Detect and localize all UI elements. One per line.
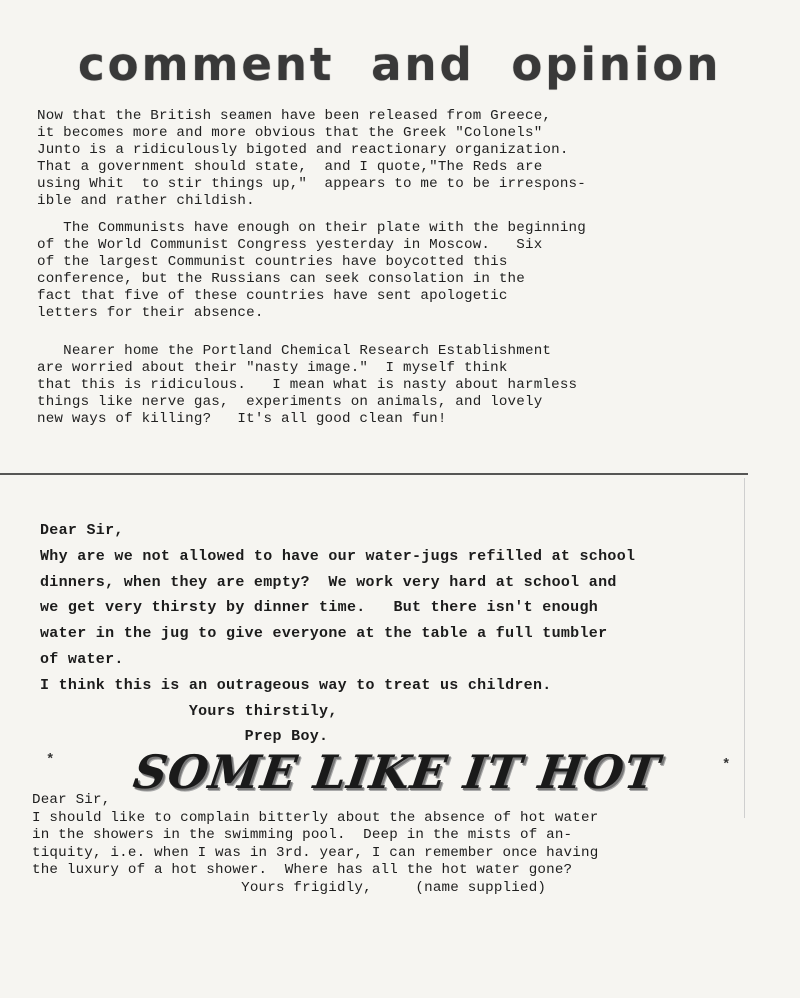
star-ornament-left: *: [46, 752, 55, 768]
letter-water-jugs: Dear Sir, Why are we not allowed to have our water-jugs refilled at school dinners, when they are empty? We work very hard at school and we get very thirsty by dinner time. But there isn't enough water in the jug to give everyone at the table a full tumbler of water. I think this is an outrageous way to treat us children. Yours thirstily, Prep Boy.: [40, 522, 636, 746]
section-divider: [0, 473, 748, 475]
letter-hot-water: Dear Sir, I should like to complain bitterly about the absence of hot water in the showers in the swimming pool. Deep in the mists of an- tiquity, i.e. when I was in 3rd. year, I can remember once having the luxury of a hot shower. Where has all the hot water gone? Yours frigidly, (name supplied): [32, 792, 599, 896]
editorial-paragraph-greece: Now that the British seamen have been released from Greece, it becomes more and more obvious that the Greek "Colonels" Junto is a ridiculously bigoted and reactionary organization. That a government should state, and I quote,"The Reds are using Whit to stir things up," appears to me to be irrespons- ible and rather childish.: [37, 108, 586, 209]
masthead-title: comment and opinion: [78, 38, 722, 91]
side-rule: [744, 478, 745, 818]
star-ornament-right: *: [722, 757, 731, 773]
editorial-paragraph-communists: The Communists have enough on their plate with the beginning of the World Communist Congress yesterday in Moscow. Six of the largest Communist countries have boycotted this conference, but the Russians can seek consolation in the fact that five of these countries have sent apologetic letters for their absence.: [37, 220, 586, 321]
some-like-it-hot-banner: SOME LIKE IT HOT: [130, 745, 664, 799]
editorial-paragraph-portland: Nearer home the Portland Chemical Research Establishment are worried about their "nasty image." I myself think that this is ridiculous. I mean what is nasty about harmless things like nerve gas, experiments on animals, and lovely new ways of killing? It's all good clean fun!: [37, 343, 578, 427]
